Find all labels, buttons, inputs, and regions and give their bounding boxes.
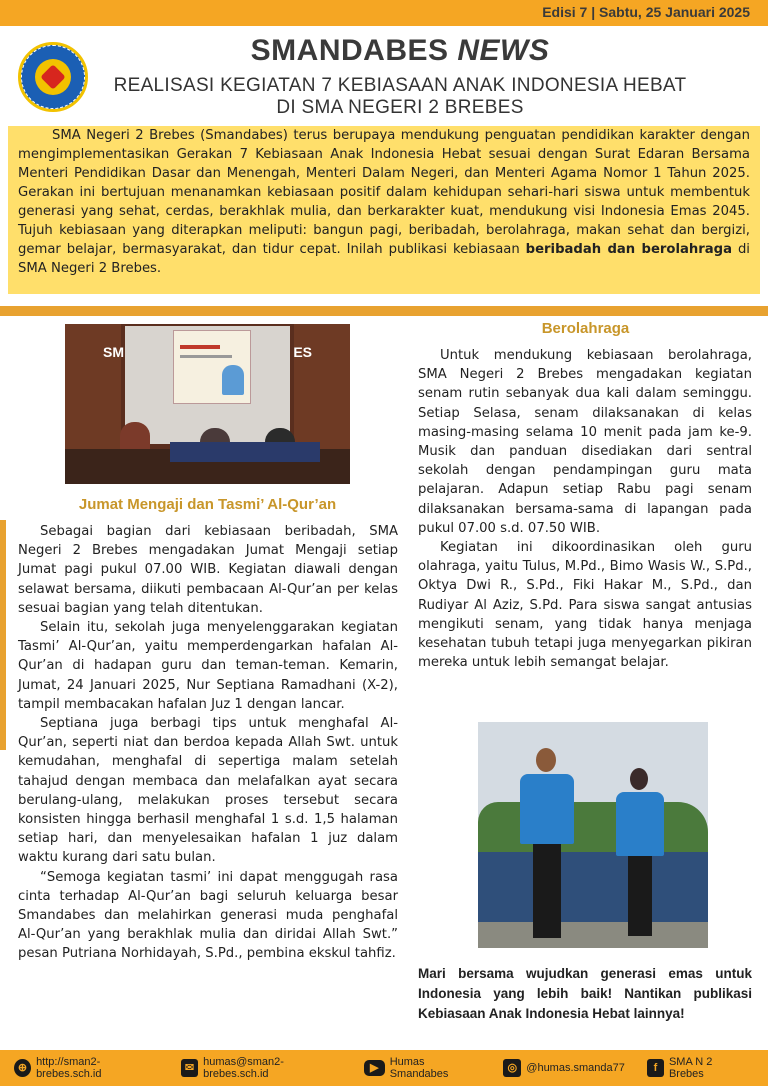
masthead-accent: NEWS [457, 34, 550, 67]
photo-exercise-event [478, 722, 708, 948]
left-paragraph-1: Sebagai bagian dari kebiasaan beribadah, SMA Negeri 2 Brebes mengadakan Jumat Mengaji setiap Jumat pagi pukul 07.00 WIB. Kegiatan diawali dengan selawat bersama, diikuti pembacaan Al-Qur’an per kelas sesuai bagian yang telah ditentukan. [18, 524, 398, 616]
headline-line-1: REALISASI KEGIATAN 7 KEBIASAAN ANAK INDONESIA HEBAT [113, 75, 687, 96]
screen-figure [222, 365, 244, 395]
footer [0, 1050, 768, 1086]
dancer-2-head [630, 768, 648, 790]
intro-text: SMA Negeri 2 Brebes (Smandabes) terus berupaya mendukung penguatan pendidikan karakter dengan mengimplementasikan Gerakan 7 Kebiasaan Anak Indonesia Hebat sesuai dengan Surat Edaran Bersama Menteri Pendidikan Dasar dan Menengah, Menteri Dalam Negeri, dan Menteri Agama Nomor 1 Tahun 2025. Gerakan ini bertujuan menanamkan kebiasaan positif dalam kehidupan sehari-hari siswa untuk membentuk generasi yang sehat, cerdas, berakhlak mulia, dan berkarakter kuat, mendukung visi Indonesia Emas 2045. Tujuh kebiasaan yang diterapkan meliputi: bangun pagi, beribadah, berolahraga, makan sehat dan bergizi, gemar belajar, bermasyarakat, dan tidur cepat. Inilah publikasi kebiasaan [18, 128, 750, 257]
photo-tasmi-event [65, 324, 350, 484]
footer-email-text: humas@sman2-brebes.sch.id [203, 1056, 284, 1080]
photo-projector-screen [173, 330, 251, 404]
dancer-1-shirt [520, 774, 574, 844]
closing-message: Mari bersama wujudkan generasi emas untuk Indonesia yang lebih baik! Nantikan publikasi Kebiasaan Anak Indonesia Hebat lainnya! [418, 966, 752, 1021]
dancer-2-legs [628, 856, 652, 936]
left-paragraph-2: Selain itu, sekolah juga menyelenggarakan kegiatan Tasmi’ Al-Qur’an, yaitu memperdengarkan hafalan Al-Qur’an di hadapan guru dan teman-teman. Kemarin, Jumat, 24 Januari 2025, Nur Septiana Ramadhani (X-2), tampil membacakan hafalan Juz 1 dengan lancar. [18, 620, 398, 712]
photo-sign-left: SM [103, 344, 124, 360]
left-section-title: Jumat Mengaji dan Tasmi’ Al-Qur’an [78, 496, 337, 513]
left-column [18, 522, 398, 964]
left-accent-bar [0, 520, 6, 750]
dancer-1-head [536, 748, 556, 772]
edition-date: Edisi 7 | Sabtu, 25 Januari 2025 [542, 4, 750, 20]
school-emblem-icon [18, 42, 88, 112]
left-paragraph-3: Septiana juga berbagi tips untuk menghafal Al-Qur’an, seperti niat dan berdoa kepada Allah Swt. untuk kemudahan, menghafal di sepertiga malam setelah tahajud dengan membaca dan melafalkan ayat secara berulang-ulang, melakukan proses tersebut secara konsisten hingga berhasil menghafal 1 s.d. 1,5 halaman setiap hari, dan menyelesaikan hafalan 1 juz dalam waktu kurang dari satu bulan. [18, 716, 398, 866]
intro-box [8, 126, 760, 294]
right-paragraph-1: Untuk mendukung kebiasaan berolahraga, SMA Negeri 2 Brebes mengadakan kegiatan senam rutin sebanyak dua kali dalam seminggu. Setiap Selasa, senam dilaksanakan di kelas masing-masing selama 10 menit pada jam ke-9. Musik dan panduan disediakan dari sentral sekolah dengan pendampingan guru mata pelajaran. Adapun setiap Rabu pagi senam dilaksanakan bersama-sama di lapangan pada pukul 07.00 s.d. 07.50 WIB. [418, 348, 752, 536]
youtube-icon: ▶ [364, 1060, 385, 1076]
intro-paragraph [18, 126, 750, 278]
footer-email[interactable] [181, 1056, 342, 1080]
section-divider [0, 306, 768, 316]
right-section-title: Berolahraga [541, 320, 630, 337]
top-bar [0, 0, 768, 26]
globe-icon: ⊕ [14, 1059, 31, 1077]
facebook-icon: f [647, 1059, 664, 1077]
footer-instagram[interactable] [503, 1059, 625, 1077]
emblem-core [40, 64, 65, 89]
masthead-main: SMANDABES [250, 34, 458, 67]
left-paragraph-4: “Semoga kegiatan tasmi’ ini dapat menggugah rasa cinta terhadap Al-Qur’an bagi seluruh keluarga besar Smandabes dan melahirkan generasi muda penghafal Al-Qur’an yang berakhlak mulia dan diridai Allah Swt.” pesan Putriana Norhidayah, S.Pd., pembina ekskul tahfiz. [18, 869, 398, 962]
footer-youtube-text: Humas Smandabes [389, 1056, 449, 1080]
screen-banner [180, 345, 220, 349]
headline [100, 75, 700, 119]
photo-wall-left [65, 324, 121, 449]
photo-floor [478, 922, 708, 948]
footer-instagram-text: @humas.smanda77 [526, 1062, 625, 1074]
footer-facebook[interactable] [647, 1056, 746, 1080]
instagram-icon: ◎ [503, 1059, 521, 1077]
right-paragraph-2: Kegiatan ini dikoordinasikan oleh guru olahraga, yaitu Tulus, M.Pd., Bimo Wasis W., S.Pd., Oktya Dwi R., S.Pd., Fiki Hakar M., S.Pd., dan Rudiyar Al Aziz, S.Pd. Para siswa sangat antusias mengikuti senam, yang tidak hanya menjaga kesehatan tubuh tetapi juga menyegarkan pikiran mereka untuk lebih semangat belajar. [418, 540, 752, 671]
footer-facebook-text: SMA N 2 Brebes [668, 1056, 713, 1080]
right-column [418, 346, 752, 672]
masthead-title [100, 34, 700, 68]
footer-website[interactable] [14, 1056, 159, 1080]
footer-website-text: http://sman2-brebes.sch.id [36, 1056, 102, 1080]
footer-youtube[interactable] [364, 1056, 481, 1080]
headline-line-2: DI SMA NEGERI 2 BREBES [276, 97, 524, 118]
screen-text-line [180, 355, 232, 358]
dancer-1-legs [533, 844, 561, 938]
dancer-2-shirt [616, 792, 664, 856]
intro-end: di SMA Negeri 2 Brebes. [18, 242, 750, 276]
intro-bold: beribadah dan berolahraga [525, 242, 733, 257]
mail-icon: ✉ [181, 1059, 198, 1077]
photo-wall-right [294, 324, 350, 449]
photo-sign-right: ES [293, 344, 312, 360]
photo-trees [478, 802, 708, 852]
photo-crowd [478, 852, 708, 922]
emblem-center [35, 59, 71, 95]
photo-tablecloth [170, 442, 320, 462]
